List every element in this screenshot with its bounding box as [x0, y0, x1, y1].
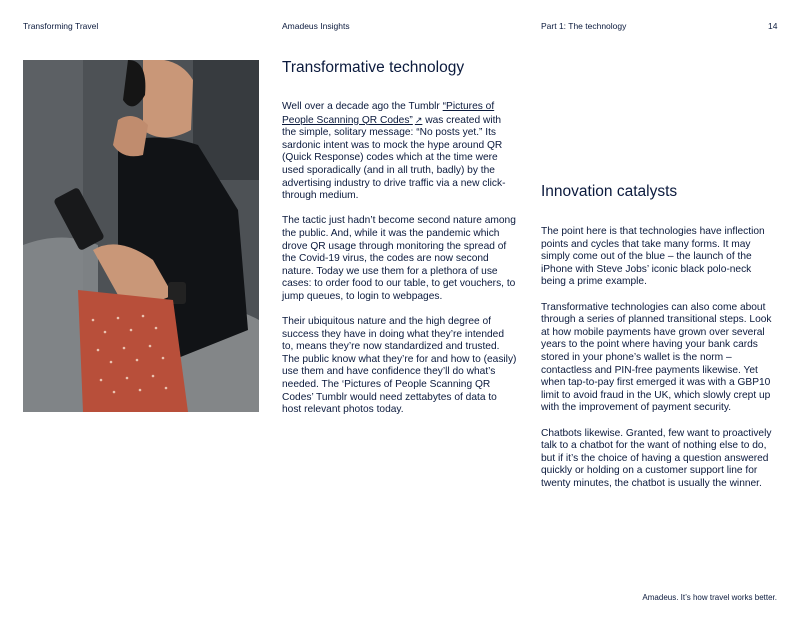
paragraph-text: Well over a decade ago the Tumblr	[282, 101, 443, 112]
column-transformative-technology	[282, 101, 518, 429]
column-innovation-catalysts	[541, 226, 779, 503]
paragraph-text: was created with the simple, solitary message: “No posts yet.” Its sardonic intent was to mock the hype around QR (Quick Response) codes which at the time were used sporadically (and in all truth, badly) by the advertising industry to drive traffic via a new click-through medium.	[282, 114, 506, 202]
page-number: 14	[768, 21, 778, 31]
paragraph: Transformative technologies can also come about through a series of planned transitional steps. Look at how mobile payments have grown over several years to the point where having your bank cards stored in your phone’s wallet is the norm – contactless and PIN-free payments likewise. Yet when tap-to-pay first emerged it was with a GBP10 limit to avoid fraud in the UK, which slowly crept up with the improvement of payment security.	[541, 301, 772, 414]
paragraph	[282, 101, 518, 203]
external-link-icon: ↗	[414, 114, 423, 125]
running-header-title: Transforming Travel	[23, 21, 99, 31]
tumblr-link-text: “Pictures of People Scanning QR Codes”	[282, 101, 495, 126]
footer-tagline: Amadeus. It’s how travel works better.	[642, 593, 777, 602]
heading-transformative-technology: Transformative technology	[282, 59, 465, 76]
woman-holding-phone-photo	[23, 60, 259, 412]
heading-innovation-catalysts: Innovation catalysts	[541, 183, 678, 200]
paragraph: The point here is that technologies have inflection points and cycles that take many forms. It may simply come out of the blue – the launch of the iPhone with Steve Jobs’ iconic black polo-neck being a prime example.	[541, 226, 765, 288]
paragraph: Chatbots likewise. Granted, few want to proactively talk to a chatbot for the want of nothing else to do, but if it’s the choice of having a question answered quickly or holding on a customer support line for twenty minutes, the chatbot is usually the winner.	[541, 427, 772, 489]
paragraph: The tactic just hadn’t become second nature among the public. And, while it was the pandemic which drove QR usage through monitoring the spread of the Covid-19 virus, the codes are now second nature. Today we use them for a plethora of use cases: to order food to our table, to get vouchers, to jump queues, to login to webpages.	[282, 215, 516, 302]
running-header-publication: Amadeus Insights	[282, 21, 350, 31]
paragraph: Their ubiquitous nature and the high degree of success they have in doing what they’re intended to, means they’re now standardized and trusted. The public know what they’re for and how to (easily) use them and have confidence they’ll do what’s needed. The ‘Pictures of People Scanning QR Codes’ Tumblr would need zettabytes of data to host relevant photos today.	[282, 316, 517, 416]
running-header-section: Part 1: The technology	[541, 21, 627, 31]
